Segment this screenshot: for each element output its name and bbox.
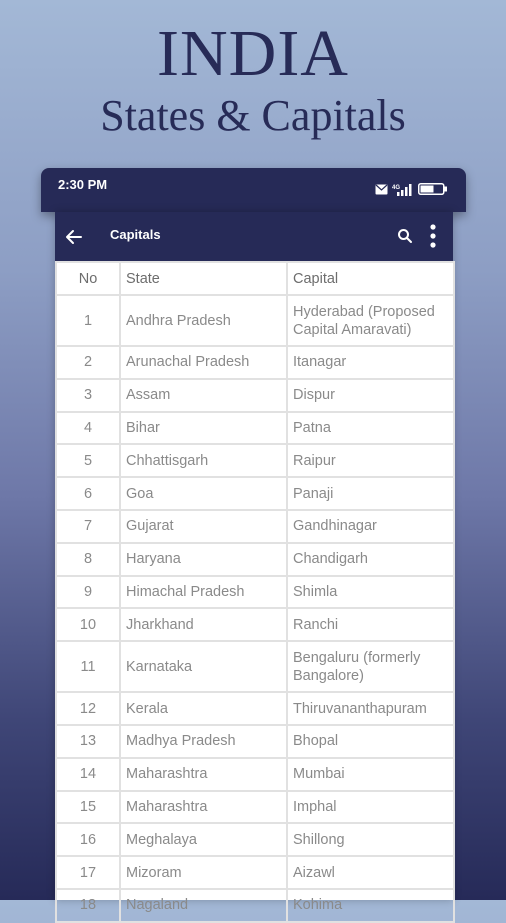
row-no: 11 [56, 641, 120, 692]
row-no: 2 [56, 346, 120, 379]
row-state: Nagaland [120, 889, 287, 922]
row-capital: Aizawl [287, 856, 454, 889]
row-state: Maharashtra [120, 791, 287, 824]
row-state: Goa [120, 477, 287, 510]
table-row[interactable] [56, 379, 454, 412]
row-no: 6 [56, 477, 120, 510]
message-icon [375, 184, 388, 195]
row-no: 4 [56, 412, 120, 445]
row-capital: Chandigarh [287, 543, 454, 576]
header-no: No [56, 262, 120, 295]
status-time: 2:30 PM [58, 177, 108, 192]
signal-icon [392, 183, 414, 196]
table-row[interactable] [56, 608, 454, 641]
row-state: Assam [120, 379, 287, 412]
header-state: State [120, 262, 287, 295]
promo-title: INDIA [157, 17, 349, 90]
row-state: Mizoram [120, 856, 287, 889]
table-row[interactable] [56, 510, 454, 543]
row-state: Andhra Pradesh [120, 295, 287, 346]
row-capital: Gandhinagar [287, 510, 454, 543]
row-no: 15 [56, 791, 120, 824]
table-row[interactable] [56, 692, 454, 725]
row-capital: Mumbai [287, 758, 454, 791]
table-row[interactable] [56, 725, 454, 758]
row-capital: Itanagar [287, 346, 454, 379]
row-state: Kerala [120, 692, 287, 725]
row-capital: Shillong [287, 823, 454, 856]
row-capital: Bhopal [287, 725, 454, 758]
row-state: Chhattisgarh [120, 444, 287, 477]
battery-icon [418, 183, 448, 195]
row-capital: Patna [287, 412, 454, 445]
row-no: 14 [56, 758, 120, 791]
row-capital: Panaji [287, 477, 454, 510]
row-capital: Kohima [287, 889, 454, 922]
row-state: Bihar [120, 412, 287, 445]
table-row[interactable] [56, 889, 454, 922]
row-capital: Raipur [287, 444, 454, 477]
more-vert-icon[interactable] [425, 223, 441, 249]
row-capital: Bengaluru (formerly Bangalore) [287, 641, 454, 692]
row-capital: Ranchi [287, 608, 454, 641]
row-no: 16 [56, 823, 120, 856]
app-bar-title: Capitals [110, 227, 161, 242]
table-row[interactable] [56, 444, 454, 477]
table-row[interactable] [56, 856, 454, 889]
row-no: 17 [56, 856, 120, 889]
row-state: Haryana [120, 543, 287, 576]
row-no: 12 [56, 692, 120, 725]
row-no: 9 [56, 576, 120, 609]
row-no: 1 [56, 295, 120, 346]
row-no: 7 [56, 510, 120, 543]
app-screen [55, 212, 453, 914]
table-header-row [56, 262, 454, 295]
row-capital: Shimla [287, 576, 454, 609]
table-row[interactable] [56, 477, 454, 510]
row-capital: Thiruvananthapuram [287, 692, 454, 725]
table-row[interactable] [56, 823, 454, 856]
table-row[interactable] [56, 412, 454, 445]
table-row[interactable] [56, 576, 454, 609]
table-row[interactable] [56, 758, 454, 791]
table-row[interactable] [56, 295, 454, 346]
table-row[interactable] [56, 791, 454, 824]
search-icon[interactable] [396, 227, 414, 245]
back-arrow-icon[interactable] [61, 224, 87, 250]
row-state: Maharashtra [120, 758, 287, 791]
app-bar [55, 212, 453, 261]
capitals-table [55, 261, 455, 923]
row-no: 10 [56, 608, 120, 641]
row-state: Karnataka [120, 641, 287, 692]
row-capital: Dispur [287, 379, 454, 412]
row-no: 18 [56, 889, 120, 922]
row-state: Meghalaya [120, 823, 287, 856]
table-row[interactable] [56, 543, 454, 576]
row-state: Himachal Pradesh [120, 576, 287, 609]
status-icons [375, 182, 448, 196]
row-no: 8 [56, 543, 120, 576]
table-row[interactable] [56, 641, 454, 692]
row-state: Jharkhand [120, 608, 287, 641]
row-no: 13 [56, 725, 120, 758]
row-state: Arunachal Pradesh [120, 346, 287, 379]
svg-text:4G: 4G [392, 184, 401, 191]
row-no: 3 [56, 379, 120, 412]
header-capital: Capital [287, 262, 454, 295]
row-state: Madhya Pradesh [120, 725, 287, 758]
row-state: Gujarat [120, 510, 287, 543]
promo-subtitle: States & Capitals [100, 91, 406, 140]
status-bar [41, 168, 466, 212]
row-no: 5 [56, 444, 120, 477]
row-capital: Imphal [287, 791, 454, 824]
table-row[interactable] [56, 346, 454, 379]
capitals-table-container[interactable] [55, 261, 453, 923]
row-capital: Hyderabad (Proposed Capital Amaravati) [287, 295, 454, 346]
